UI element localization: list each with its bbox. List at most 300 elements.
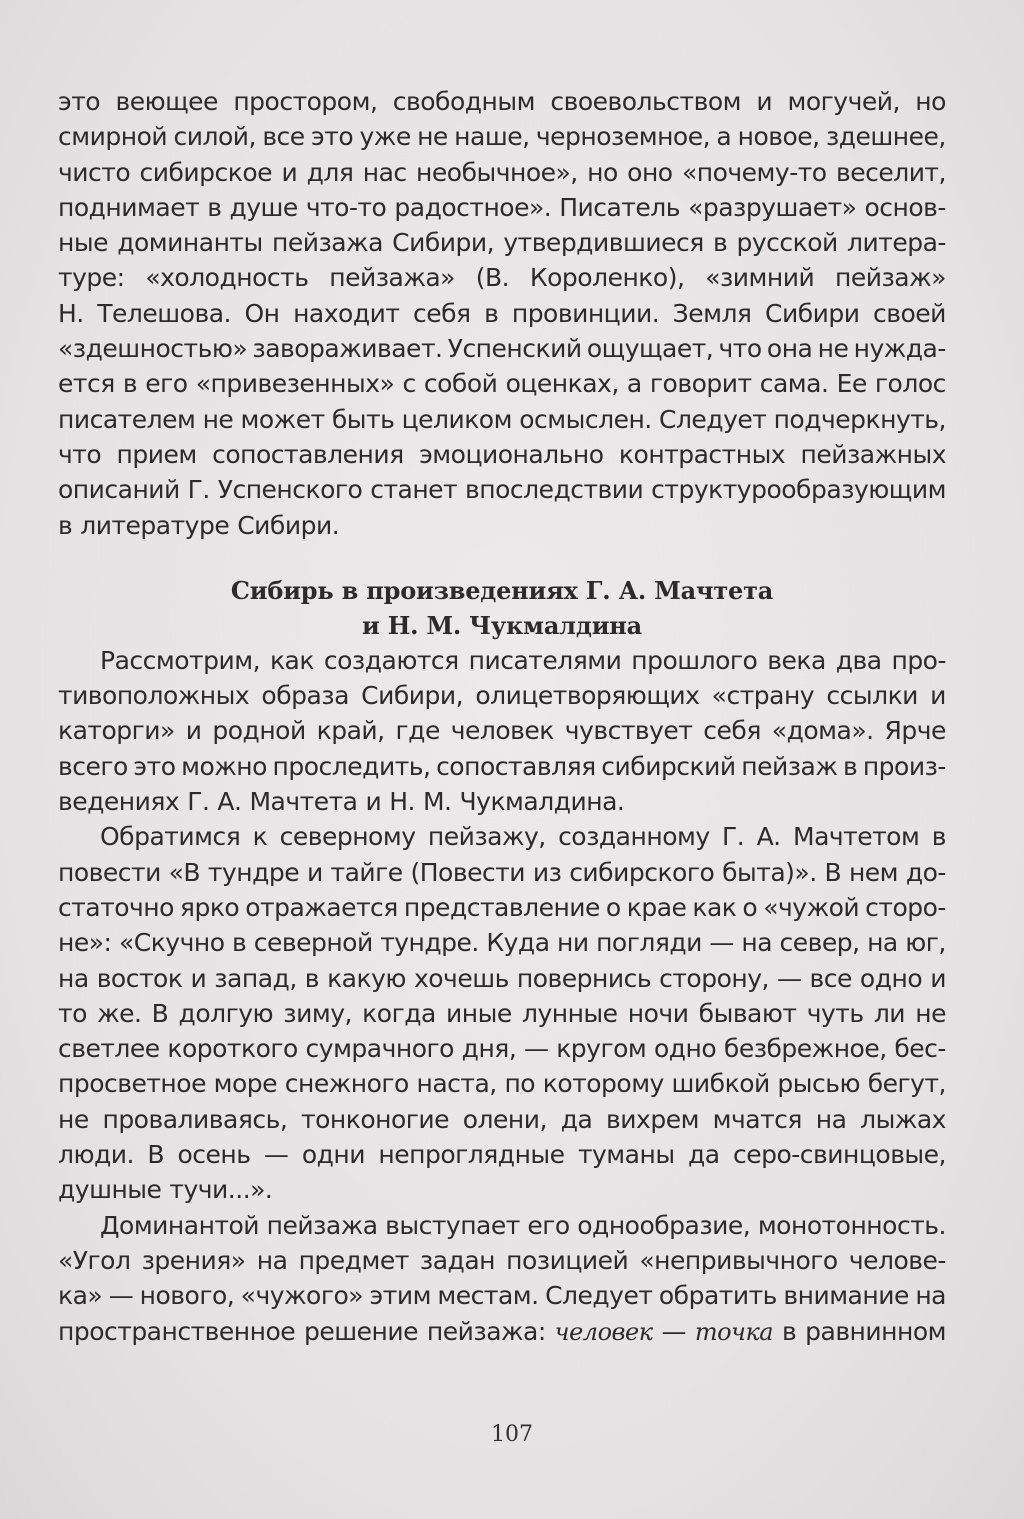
- word: его: [527, 1210, 570, 1240]
- word: литературе: [80, 510, 230, 540]
- word: веселит,: [835, 157, 946, 187]
- text-line: [58, 84, 946, 119]
- word: Н.: [389, 787, 415, 817]
- word: могучей,: [787, 87, 900, 116]
- word: для: [306, 157, 354, 187]
- text-line: [58, 472, 946, 507]
- word: Успенского: [217, 475, 363, 505]
- word: себя: [412, 298, 471, 328]
- word: свободным: [392, 87, 535, 116]
- text-line: [58, 1243, 946, 1278]
- word: уже: [359, 122, 411, 152]
- word: не: [817, 334, 849, 364]
- paragraph-2: [58, 643, 946, 819]
- word: то: [58, 998, 87, 1028]
- word: что: [58, 439, 102, 469]
- text-line: [58, 155, 946, 190]
- word: нас: [362, 157, 407, 187]
- word: долгую: [178, 998, 274, 1028]
- word: (Повести: [410, 857, 526, 887]
- word: произ-: [862, 751, 946, 781]
- word: Доминантой: [100, 1210, 260, 1240]
- word: в: [122, 369, 138, 399]
- word: одни: [301, 1140, 365, 1170]
- word: В: [147, 1140, 165, 1170]
- word: о: [605, 892, 621, 922]
- word: тивоположных: [58, 681, 250, 711]
- word: чуть: [806, 998, 864, 1028]
- word: в: [782, 1316, 797, 1346]
- word: и: [756, 87, 773, 116]
- word: олицетворяющих: [475, 681, 700, 711]
- word: зиму,: [283, 998, 352, 1028]
- word: одно: [653, 1034, 717, 1064]
- word: просветное: [58, 1069, 206, 1099]
- word: короткого: [167, 1034, 298, 1064]
- page-number: 107: [491, 1422, 533, 1447]
- word: А.: [217, 787, 242, 817]
- section-heading-line-2: и Н. М. Чукмалдина: [361, 610, 643, 640]
- word: кругом: [556, 1034, 647, 1064]
- text-line: [58, 225, 946, 260]
- word: «разрушает»: [688, 192, 857, 222]
- text-line: [58, 437, 946, 472]
- word: здешнее,: [825, 122, 946, 152]
- text-line: [58, 366, 946, 401]
- text-line: [58, 678, 946, 713]
- word: север,: [779, 928, 860, 958]
- word: этим: [369, 1281, 431, 1311]
- text-line: [58, 784, 946, 819]
- word: на: [256, 1245, 288, 1275]
- word: Сибири: [765, 298, 860, 328]
- word: однообразие,: [577, 1210, 751, 1240]
- word: своевольством: [550, 87, 741, 116]
- word: северному: [279, 822, 416, 852]
- word: пространственное: [58, 1316, 296, 1346]
- text-line: [58, 331, 946, 366]
- word: решение: [304, 1316, 419, 1346]
- word: сама.: [759, 369, 829, 399]
- word: лунные: [521, 998, 618, 1028]
- word: можно: [181, 751, 267, 781]
- word: два: [835, 645, 882, 675]
- word: пейзажных: [800, 439, 946, 469]
- word: и: [306, 857, 323, 887]
- word: хочешь: [413, 963, 509, 993]
- word: иные: [446, 998, 512, 1028]
- word: нового,: [139, 1281, 235, 1311]
- word: М.: [422, 787, 452, 817]
- word: к: [252, 822, 268, 852]
- word: тайге: [330, 857, 403, 887]
- word: ни: [557, 928, 589, 958]
- word: дня,: [461, 1034, 517, 1064]
- text-line: [58, 1031, 946, 1066]
- word: Сибири,: [392, 228, 495, 258]
- word: в: [713, 228, 728, 258]
- word: станет: [370, 475, 458, 505]
- word: туре:: [58, 263, 125, 293]
- word: образа: [261, 681, 349, 711]
- word: каторги»: [58, 716, 175, 746]
- word: смирной: [58, 122, 168, 152]
- paragraph-1: [58, 84, 946, 543]
- word: поднимает: [58, 192, 200, 222]
- word: бес-: [894, 1034, 946, 1064]
- word: повести: [58, 857, 161, 887]
- word: где: [395, 716, 440, 746]
- word: Рассмотрим,: [100, 645, 261, 675]
- word: силой,: [173, 122, 256, 152]
- word: прием: [116, 439, 197, 469]
- word: своей: [873, 298, 946, 328]
- word: она: [766, 334, 813, 364]
- text-line: [58, 119, 946, 154]
- word: и: [930, 681, 946, 711]
- word: предмет: [298, 1245, 409, 1275]
- word: в: [207, 192, 222, 222]
- word: по: [504, 1069, 536, 1099]
- text-line: [58, 1137, 946, 1172]
- word: сопоставляя: [436, 751, 596, 781]
- text-line: [58, 996, 946, 1031]
- word: ные: [58, 228, 108, 258]
- word: и: [365, 787, 382, 817]
- word: северной: [253, 928, 373, 958]
- word: монотонность.: [757, 1210, 946, 1240]
- word: на: [741, 928, 773, 958]
- word: целиком: [401, 404, 512, 434]
- word: Писатель: [559, 192, 681, 222]
- word: писателями: [468, 645, 622, 675]
- word: «В: [168, 857, 201, 887]
- word: край,: [316, 716, 385, 746]
- word: эмоционально: [419, 439, 604, 469]
- word: и: [185, 716, 202, 746]
- word: литера-: [847, 228, 946, 258]
- text-line: [58, 643, 946, 678]
- text-line: [58, 1208, 946, 1243]
- word: одно: [859, 963, 923, 993]
- text-line: [58, 1102, 946, 1137]
- word: созданному: [558, 822, 710, 852]
- word: черноземное,: [535, 122, 711, 152]
- word: а: [716, 122, 732, 152]
- word: с: [402, 369, 416, 399]
- word: «почему-то: [681, 157, 827, 187]
- word: Ярче: [884, 716, 946, 746]
- word: «дома».: [771, 716, 874, 746]
- text-line: [58, 713, 946, 748]
- word: какую: [327, 963, 406, 993]
- word: и: [930, 963, 946, 993]
- word: Г.: [187, 475, 210, 505]
- word: позицией: [506, 1245, 629, 1275]
- text-line: [58, 925, 946, 960]
- word: сопоставления: [212, 439, 404, 469]
- word: пейзажа: [266, 1210, 378, 1240]
- word: обратить: [658, 1281, 777, 1311]
- word: душе: [229, 192, 298, 222]
- word: это: [58, 87, 101, 116]
- word: «холодность: [145, 263, 309, 293]
- word: представление: [403, 892, 600, 922]
- word: в: [484, 298, 499, 328]
- word: задан: [419, 1245, 495, 1275]
- word: осмыслен.: [519, 404, 652, 434]
- word: челове-: [848, 1245, 946, 1275]
- word: оценках,: [505, 369, 619, 399]
- word: всего: [58, 751, 128, 781]
- word: не: [202, 404, 234, 434]
- word: безбрежное,: [723, 1034, 887, 1064]
- word: о: [742, 892, 758, 922]
- word: Следует: [545, 1281, 653, 1311]
- word: Н.: [58, 298, 84, 328]
- word: тонконогие: [301, 1104, 450, 1134]
- word: «Угол: [58, 1245, 131, 1275]
- text-line: [58, 961, 946, 996]
- text-line: [58, 855, 946, 890]
- word: быть: [331, 404, 395, 434]
- word: А.: [756, 822, 781, 852]
- word: нужда-: [853, 334, 946, 364]
- word: на: [58, 963, 89, 993]
- word: равнинном: [805, 1316, 946, 1346]
- word: завораживает.: [252, 334, 443, 364]
- word: все: [262, 122, 305, 152]
- word: повернись: [516, 963, 652, 993]
- word: «привезенных»: [195, 369, 395, 399]
- word: в: [58, 510, 73, 540]
- word: В: [824, 857, 842, 887]
- word: как: [269, 645, 314, 675]
- word: бывают: [698, 998, 797, 1028]
- word: Земля: [672, 298, 752, 328]
- word: которому: [542, 1069, 664, 1099]
- word: века: [767, 645, 826, 675]
- word: —: [263, 1140, 289, 1170]
- word: —: [661, 1316, 686, 1346]
- word: «зимний: [705, 263, 815, 293]
- text-line: [58, 508, 946, 543]
- word: да: [687, 1140, 720, 1170]
- word: ссылки: [826, 681, 918, 711]
- word: Следует: [658, 404, 767, 434]
- paragraph-4: [58, 1208, 946, 1349]
- word: светлее: [58, 1034, 160, 1064]
- word: ночи: [627, 998, 689, 1028]
- word: радостное».: [394, 192, 552, 222]
- word: ется: [58, 369, 115, 399]
- word: пейзажа:: [426, 1316, 546, 1346]
- word: на: [867, 928, 898, 958]
- word: Ее: [836, 369, 867, 399]
- word: —: [108, 1281, 134, 1311]
- word: доминанты: [117, 228, 263, 258]
- word: не: [58, 1104, 89, 1134]
- word: находит: [293, 298, 400, 328]
- word: новое,: [737, 122, 820, 152]
- word: вихрем: [606, 1104, 699, 1134]
- word: Мачтета: [249, 787, 358, 817]
- section-heading-line-1: Сибирь в произведениях Г. А. Мачтета: [230, 575, 774, 605]
- text-line: [58, 190, 946, 225]
- word: мчатся: [712, 1104, 802, 1134]
- word: отражается: [245, 892, 398, 922]
- word: пейзажа: [271, 228, 383, 258]
- text-line: [58, 402, 946, 437]
- word: Короленко),: [529, 263, 685, 293]
- word: веющее: [115, 87, 218, 116]
- word: ярко: [179, 892, 240, 922]
- word: описаний: [58, 475, 180, 505]
- word: зрения»: [141, 1245, 246, 1275]
- word: когда: [362, 998, 436, 1028]
- word: ощущает,: [586, 334, 714, 364]
- word: Чукмалдина.: [459, 787, 625, 817]
- word: шибкой: [671, 1069, 770, 1099]
- word: же.: [97, 998, 142, 1028]
- word: сибирского: [569, 857, 715, 887]
- word: быта)».: [722, 857, 817, 887]
- word: но: [587, 157, 618, 187]
- text-line: [58, 1172, 946, 1207]
- word: —: [776, 963, 802, 993]
- word: запад,: [214, 963, 297, 993]
- word: Г.: [187, 787, 210, 817]
- word: «непривычного: [639, 1245, 838, 1275]
- word: русской: [736, 228, 838, 258]
- word: подчеркнуть,: [773, 404, 946, 434]
- word: осень: [177, 1140, 251, 1170]
- word: проваливаясь,: [102, 1104, 288, 1134]
- word: душные: [58, 1175, 162, 1205]
- word: не»:: [58, 928, 112, 958]
- text-line: [58, 749, 946, 784]
- word: что-то: [305, 192, 387, 222]
- word: все: [809, 963, 852, 993]
- word: впоследствии: [464, 475, 644, 505]
- word: на: [915, 1281, 946, 1311]
- word: это: [311, 122, 354, 152]
- word: непроглядные: [378, 1140, 565, 1170]
- word: да: [560, 1104, 593, 1134]
- word: «здешностью»: [58, 334, 248, 364]
- word: Куда: [486, 928, 550, 958]
- word: тучи...».: [169, 1175, 273, 1205]
- word: В: [151, 998, 169, 1028]
- word: простором,: [233, 87, 378, 116]
- word: наше,: [454, 122, 530, 152]
- word: про-: [891, 645, 946, 675]
- word: нем: [848, 857, 899, 887]
- word: пейзаж»: [835, 263, 946, 293]
- word: туманы: [577, 1140, 675, 1170]
- text-line: [58, 296, 946, 331]
- word: создаются: [323, 645, 459, 675]
- word: человек: [554, 1317, 653, 1346]
- word: на: [815, 1104, 847, 1134]
- word: Успенский: [447, 334, 582, 364]
- word: Г.: [722, 822, 745, 852]
- word: прошлого: [631, 645, 758, 675]
- word: Мачтетом: [793, 822, 920, 852]
- word: пейзажа»: [329, 263, 455, 293]
- word: его: [145, 369, 188, 399]
- word: это: [133, 751, 176, 781]
- text-line: [58, 1066, 946, 1101]
- word: в: [231, 928, 247, 958]
- word: серо-свинцовые,: [733, 1140, 946, 1170]
- word: ка»: [58, 1281, 103, 1311]
- word: «чужой: [763, 892, 860, 922]
- word: контрастных: [618, 439, 786, 469]
- word: «чужого»: [240, 1281, 364, 1311]
- word: чувствует: [564, 716, 693, 746]
- word: ли: [873, 998, 906, 1028]
- word: (В.: [475, 263, 510, 293]
- word: собой: [423, 369, 498, 399]
- word: а: [626, 369, 642, 399]
- word: как: [692, 892, 737, 922]
- word: в: [304, 963, 320, 993]
- word: сумрачного: [305, 1034, 454, 1064]
- word: бегут,: [867, 1069, 946, 1099]
- word: «Скучно: [118, 928, 225, 958]
- word: сторону,: [659, 963, 769, 993]
- word: утвердившиеся: [503, 228, 704, 258]
- word: олени,: [462, 1104, 547, 1134]
- word: необычное»,: [416, 157, 578, 187]
- text-line: [58, 260, 946, 295]
- word: может: [240, 404, 325, 434]
- word: Он: [244, 298, 280, 328]
- word: и: [190, 963, 207, 993]
- word: провинции.: [511, 298, 660, 328]
- text-line: [58, 1314, 946, 1349]
- word: проследить,: [272, 751, 431, 781]
- word: Сибири,: [361, 681, 464, 711]
- word: море: [213, 1069, 278, 1099]
- page-content: [58, 84, 946, 1349]
- paragraph-3: [58, 819, 946, 1207]
- word: себя: [703, 716, 761, 746]
- text-line: [58, 1278, 946, 1313]
- word: снежного: [284, 1069, 409, 1099]
- word: не: [417, 122, 448, 152]
- word: «страну: [711, 681, 815, 711]
- word: погляди: [596, 928, 702, 958]
- word: человек: [450, 716, 554, 746]
- word: внимание: [783, 1281, 909, 1311]
- word: сибирское: [139, 157, 273, 187]
- word: восток: [96, 963, 183, 993]
- word: Обратимся: [100, 822, 241, 852]
- word: тундре: [207, 857, 300, 887]
- word: крае: [626, 892, 687, 922]
- word: и: [281, 157, 298, 187]
- word: люди.: [58, 1140, 135, 1170]
- word: статочно: [58, 892, 174, 922]
- word: наста,: [416, 1069, 497, 1099]
- word: писателем: [58, 404, 196, 434]
- word: Телешова.: [97, 298, 231, 328]
- word: —: [524, 1034, 549, 1064]
- word: рысью: [777, 1069, 861, 1099]
- word: но: [915, 87, 946, 116]
